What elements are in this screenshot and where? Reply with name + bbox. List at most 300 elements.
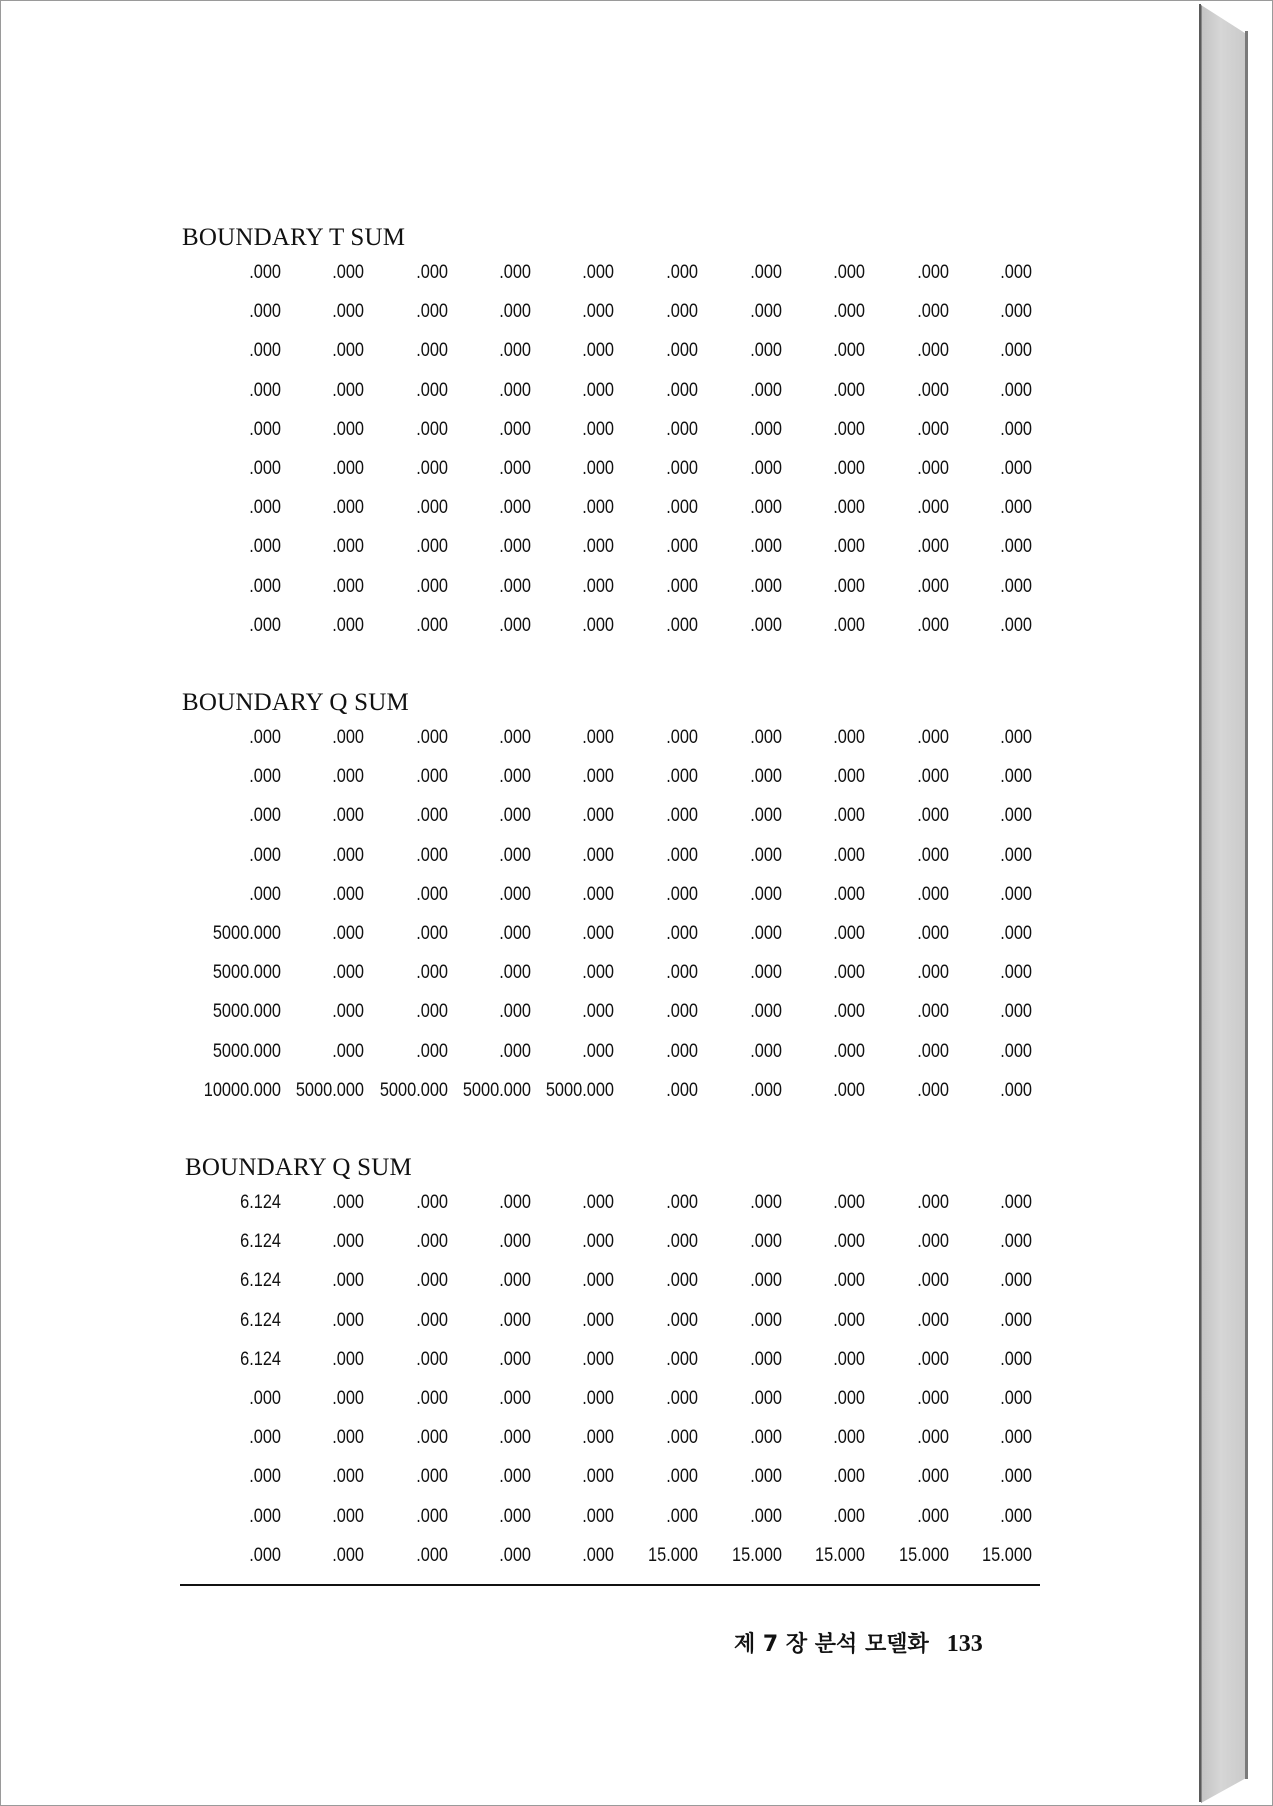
table-cell: .000 bbox=[1000, 1387, 1032, 1409]
table-cell: .000 bbox=[666, 379, 698, 401]
table-cell: .000 bbox=[750, 536, 782, 558]
table-cell: .000 bbox=[582, 766, 614, 788]
table-cell: .000 bbox=[416, 1466, 448, 1488]
table-cell: .000 bbox=[332, 497, 364, 519]
table-cell: .000 bbox=[332, 418, 364, 440]
table-cell: 6.124 bbox=[240, 1270, 281, 1292]
table-cell: .000 bbox=[582, 883, 614, 905]
table-cell: .000 bbox=[833, 1466, 865, 1488]
table-row bbox=[4, 1506, 1199, 1545]
table-cell: .000 bbox=[416, 536, 448, 558]
table-cell: .000 bbox=[666, 1079, 698, 1101]
table-cell: .000 bbox=[1000, 962, 1032, 984]
table-cell: .000 bbox=[416, 614, 448, 636]
table-cell: 6.124 bbox=[240, 1231, 281, 1253]
table-cell: .000 bbox=[1000, 457, 1032, 479]
table-cell: .000 bbox=[249, 727, 281, 748]
table-cell: .000 bbox=[416, 1001, 448, 1023]
table-cell: .000 bbox=[833, 497, 865, 519]
table-cell: 15.000 bbox=[982, 1544, 1032, 1566]
table-cell: .000 bbox=[499, 614, 531, 636]
section-title: BOUNDARY Q SUM bbox=[185, 1154, 412, 1181]
section-title: BOUNDARY T SUM bbox=[182, 224, 406, 251]
table-row bbox=[4, 1001, 1199, 1040]
table-cell: .000 bbox=[750, 301, 782, 323]
table-cell: .000 bbox=[499, 727, 531, 748]
table-cell: .000 bbox=[582, 1231, 614, 1253]
table-cell: .000 bbox=[249, 1505, 281, 1527]
table-row bbox=[4, 805, 1199, 844]
table-cell: .000 bbox=[499, 418, 531, 440]
table-cell: .000 bbox=[332, 844, 364, 866]
table-cell: .000 bbox=[1000, 766, 1032, 788]
table-cell: .000 bbox=[582, 805, 614, 827]
table-cell: .000 bbox=[332, 727, 364, 748]
table-cell: .000 bbox=[499, 962, 531, 984]
table-cell: .000 bbox=[750, 962, 782, 984]
table-cell: .000 bbox=[750, 340, 782, 362]
table-cell: .000 bbox=[582, 418, 614, 440]
table-cell: .000 bbox=[582, 1387, 614, 1409]
table-cell: .000 bbox=[416, 301, 448, 323]
table-cell: .000 bbox=[416, 883, 448, 905]
table-row bbox=[4, 962, 1199, 1001]
table-cell: .000 bbox=[750, 766, 782, 788]
table-cell: .000 bbox=[499, 844, 531, 866]
table-cell: .000 bbox=[833, 1192, 865, 1213]
table-cell: .000 bbox=[666, 301, 698, 323]
table-cell: .000 bbox=[582, 1544, 614, 1566]
table-cell: .000 bbox=[249, 575, 281, 597]
table-row bbox=[4, 340, 1199, 379]
table-row bbox=[4, 923, 1199, 962]
table-cell: 15.000 bbox=[899, 1544, 949, 1566]
table-cell: .000 bbox=[332, 1270, 364, 1292]
table-cell: .000 bbox=[582, 614, 614, 636]
table-cell: .000 bbox=[1000, 1505, 1032, 1527]
table-cell: .000 bbox=[833, 1309, 865, 1331]
table-cell: .000 bbox=[1000, 1001, 1032, 1023]
table-cell: .000 bbox=[249, 844, 281, 866]
table-cell: .000 bbox=[750, 614, 782, 636]
table-cell: .000 bbox=[332, 614, 364, 636]
table-row bbox=[4, 1349, 1199, 1388]
table-cell: .000 bbox=[582, 1040, 614, 1062]
table-cell: .000 bbox=[833, 1427, 865, 1449]
table-cell: .000 bbox=[499, 1505, 531, 1527]
table-cell: .000 bbox=[1000, 1040, 1032, 1062]
table-cell: .000 bbox=[249, 614, 281, 636]
table-cell: .000 bbox=[833, 457, 865, 479]
table-cell: .000 bbox=[833, 379, 865, 401]
table-cell: .000 bbox=[917, 1192, 949, 1213]
table-cell: .000 bbox=[332, 1348, 364, 1370]
table-cell: .000 bbox=[1000, 497, 1032, 519]
table-cell: .000 bbox=[1000, 614, 1032, 636]
table-cell: .000 bbox=[499, 340, 531, 362]
table-cell: .000 bbox=[666, 262, 698, 283]
table-cell: .000 bbox=[249, 883, 281, 905]
table-cell: .000 bbox=[666, 1001, 698, 1023]
table-cell: .000 bbox=[332, 575, 364, 597]
table-cell: 6.124 bbox=[240, 1309, 281, 1331]
table-cell: .000 bbox=[750, 418, 782, 440]
table-cell: .000 bbox=[917, 1309, 949, 1331]
table-cell: .000 bbox=[416, 962, 448, 984]
table-cell: .000 bbox=[582, 962, 614, 984]
table-cell: .000 bbox=[917, 1505, 949, 1527]
table-cell: .000 bbox=[917, 614, 949, 636]
table-cell: .000 bbox=[666, 340, 698, 362]
table-cell: .000 bbox=[582, 727, 614, 748]
table-cell: .000 bbox=[416, 1427, 448, 1449]
table-cell: .000 bbox=[1000, 1231, 1032, 1253]
table-cell: .000 bbox=[499, 497, 531, 519]
table-cell: .000 bbox=[833, 1348, 865, 1370]
table-cell: .000 bbox=[416, 1192, 448, 1213]
table-cell: .000 bbox=[666, 1348, 698, 1370]
table-cell: .000 bbox=[666, 1505, 698, 1527]
table-cell: .000 bbox=[917, 418, 949, 440]
table-cell: .000 bbox=[499, 379, 531, 401]
table-cell: .000 bbox=[833, 1387, 865, 1409]
table-cell: .000 bbox=[582, 1427, 614, 1449]
table-cell: .000 bbox=[917, 727, 949, 748]
book-side-edge bbox=[1201, 5, 1248, 1803]
table-cell: .000 bbox=[416, 1387, 448, 1409]
table-cell: .000 bbox=[833, 766, 865, 788]
table-cell: .000 bbox=[1000, 883, 1032, 905]
table-row bbox=[4, 884, 1199, 923]
table-row bbox=[4, 1192, 1199, 1231]
table-cell: .000 bbox=[750, 1348, 782, 1370]
table-row bbox=[4, 380, 1199, 419]
table-row bbox=[4, 301, 1199, 340]
table-cell: .000 bbox=[332, 1544, 364, 1566]
table-cell: .000 bbox=[1000, 1270, 1032, 1292]
chapter-title: 제 7 장 분석 모델화 bbox=[734, 1632, 929, 1657]
table-cell: .000 bbox=[416, 340, 448, 362]
table-cell: .000 bbox=[833, 262, 865, 283]
table-cell: .000 bbox=[332, 1387, 364, 1409]
table-cell: .000 bbox=[833, 575, 865, 597]
table-cell: .000 bbox=[249, 1544, 281, 1566]
table-row bbox=[4, 1427, 1199, 1466]
table-cell: .000 bbox=[833, 922, 865, 944]
table-cell: .000 bbox=[499, 805, 531, 827]
table-cell: .000 bbox=[666, 575, 698, 597]
table-row bbox=[4, 845, 1199, 884]
table-cell: .000 bbox=[917, 922, 949, 944]
table-cell: .000 bbox=[499, 575, 531, 597]
table-cell: 6.124 bbox=[240, 1348, 281, 1370]
table-cell: .000 bbox=[1000, 1309, 1032, 1331]
table-cell: .000 bbox=[416, 1348, 448, 1370]
table-cell: .000 bbox=[332, 1001, 364, 1023]
table-cell: .000 bbox=[666, 1270, 698, 1292]
table-cell: .000 bbox=[416, 575, 448, 597]
table-cell: .000 bbox=[666, 962, 698, 984]
table-cell: .000 bbox=[666, 766, 698, 788]
table-cell: .000 bbox=[666, 1040, 698, 1062]
table-cell: .000 bbox=[332, 962, 364, 984]
section-title: BOUNDARY Q SUM bbox=[182, 689, 409, 716]
table-cell: .000 bbox=[917, 575, 949, 597]
table-cell: .000 bbox=[917, 1466, 949, 1488]
table-cell: .000 bbox=[249, 379, 281, 401]
table-cell: .000 bbox=[416, 1270, 448, 1292]
table-cell: .000 bbox=[499, 1387, 531, 1409]
table-cell: .000 bbox=[833, 1040, 865, 1062]
table-cell: .000 bbox=[499, 1309, 531, 1331]
table-cell: .000 bbox=[249, 340, 281, 362]
table-cell: .000 bbox=[1000, 379, 1032, 401]
table-cell: .000 bbox=[249, 262, 281, 283]
table-cell: .000 bbox=[416, 766, 448, 788]
table-cell: .000 bbox=[582, 1309, 614, 1331]
table-cell: .000 bbox=[1000, 805, 1032, 827]
table-cell: .000 bbox=[332, 922, 364, 944]
table-cell: .000 bbox=[750, 727, 782, 748]
table-cell: .000 bbox=[499, 262, 531, 283]
table-cell: .000 bbox=[582, 262, 614, 283]
table-cell: .000 bbox=[249, 1427, 281, 1449]
table-cell: .000 bbox=[750, 457, 782, 479]
table-cell: .000 bbox=[917, 497, 949, 519]
table-cell: .000 bbox=[499, 1231, 531, 1253]
table-cell: .000 bbox=[332, 457, 364, 479]
table-cell: .000 bbox=[917, 805, 949, 827]
table-cell: .000 bbox=[499, 301, 531, 323]
table-cell: .000 bbox=[833, 962, 865, 984]
table-cell: .000 bbox=[750, 1192, 782, 1213]
table-row bbox=[4, 1080, 1199, 1119]
table-cell: .000 bbox=[416, 727, 448, 748]
table-row bbox=[4, 766, 1199, 805]
table-cell: .000 bbox=[833, 805, 865, 827]
table-cell: .000 bbox=[416, 457, 448, 479]
table-row bbox=[4, 458, 1199, 497]
table-cell: .000 bbox=[332, 536, 364, 558]
table-cell: .000 bbox=[750, 379, 782, 401]
table-cell: .000 bbox=[833, 883, 865, 905]
table-cell: .000 bbox=[332, 262, 364, 283]
table-cell: 10000.000 bbox=[203, 1079, 281, 1101]
table-cell: .000 bbox=[582, 575, 614, 597]
table-cell: .000 bbox=[249, 766, 281, 788]
table-cell: 5000.000 bbox=[379, 1079, 448, 1101]
table-cell: .000 bbox=[499, 1192, 531, 1213]
table-cell: .000 bbox=[582, 844, 614, 866]
table-cell: .000 bbox=[666, 883, 698, 905]
table-cell: .000 bbox=[582, 1505, 614, 1527]
table-row bbox=[4, 1466, 1199, 1505]
table-cell: .000 bbox=[1000, 1079, 1032, 1101]
table-cell: .000 bbox=[582, 340, 614, 362]
table-cell: .000 bbox=[1000, 575, 1032, 597]
table-cell: 5000.000 bbox=[212, 962, 281, 984]
table-cell: 5000.000 bbox=[462, 1079, 531, 1101]
table-cell: .000 bbox=[499, 1544, 531, 1566]
table-row bbox=[4, 727, 1199, 766]
table-cell: .000 bbox=[582, 379, 614, 401]
table-cell: .000 bbox=[332, 1505, 364, 1527]
table-cell: .000 bbox=[249, 301, 281, 323]
table-cell: .000 bbox=[1000, 922, 1032, 944]
table-cell: .000 bbox=[833, 1079, 865, 1101]
table-cell: .000 bbox=[1000, 418, 1032, 440]
table-cell: .000 bbox=[332, 883, 364, 905]
table-cell: .000 bbox=[750, 262, 782, 283]
table-cell: .000 bbox=[499, 1466, 531, 1488]
table-cell: .000 bbox=[833, 1505, 865, 1527]
table-cell: .000 bbox=[666, 457, 698, 479]
table-cell: .000 bbox=[833, 1231, 865, 1253]
table-cell: .000 bbox=[416, 844, 448, 866]
table-cell: .000 bbox=[249, 1466, 281, 1488]
table-cell: .000 bbox=[833, 614, 865, 636]
table-cell: .000 bbox=[917, 1231, 949, 1253]
table-cell: .000 bbox=[917, 1079, 949, 1101]
table-cell: .000 bbox=[750, 497, 782, 519]
table-cell: .000 bbox=[750, 805, 782, 827]
table-cell: .000 bbox=[750, 1427, 782, 1449]
table-cell: .000 bbox=[499, 457, 531, 479]
table-cell: .000 bbox=[582, 457, 614, 479]
table-cell: .000 bbox=[332, 1231, 364, 1253]
table-row bbox=[4, 1041, 1199, 1080]
table-cell: .000 bbox=[249, 805, 281, 827]
table-cell: .000 bbox=[750, 1387, 782, 1409]
table-row bbox=[4, 1545, 1199, 1584]
document-page bbox=[4, 4, 1201, 1802]
table-cell: .000 bbox=[582, 1001, 614, 1023]
table-cell: .000 bbox=[666, 805, 698, 827]
table-cell: .000 bbox=[1000, 727, 1032, 748]
bottom-rule bbox=[180, 1584, 1040, 1586]
table-cell: .000 bbox=[416, 1544, 448, 1566]
table-cell: .000 bbox=[499, 1427, 531, 1449]
table-cell: .000 bbox=[833, 301, 865, 323]
table-cell: .000 bbox=[332, 1309, 364, 1331]
table-cell: .000 bbox=[1000, 1192, 1032, 1213]
table-cell: .000 bbox=[499, 1001, 531, 1023]
table-cell: .000 bbox=[499, 766, 531, 788]
table-cell: .000 bbox=[332, 1192, 364, 1213]
table-cell: .000 bbox=[582, 922, 614, 944]
table-cell: .000 bbox=[917, 1348, 949, 1370]
table-cell: .000 bbox=[750, 1040, 782, 1062]
table-cell: .000 bbox=[666, 1192, 698, 1213]
table-cell: .000 bbox=[332, 805, 364, 827]
table-cell: .000 bbox=[917, 883, 949, 905]
table-cell: .000 bbox=[750, 1505, 782, 1527]
table-cell: .000 bbox=[833, 418, 865, 440]
table-cell: .000 bbox=[416, 1309, 448, 1331]
table-cell: .000 bbox=[332, 766, 364, 788]
table-cell: .000 bbox=[666, 844, 698, 866]
table-cell: .000 bbox=[499, 922, 531, 944]
table-cell: .000 bbox=[917, 1001, 949, 1023]
table-cell: .000 bbox=[750, 1231, 782, 1253]
table-cell: .000 bbox=[917, 536, 949, 558]
table-cell: .000 bbox=[499, 1040, 531, 1062]
table-cell: .000 bbox=[249, 1387, 281, 1409]
table-cell: .000 bbox=[582, 1466, 614, 1488]
table-cell: .000 bbox=[416, 1505, 448, 1527]
table-cell: .000 bbox=[666, 418, 698, 440]
table-cell: .000 bbox=[666, 727, 698, 748]
table-cell: .000 bbox=[332, 379, 364, 401]
table-cell: .000 bbox=[1000, 1427, 1032, 1449]
table-cell: .000 bbox=[582, 536, 614, 558]
table-cell: .000 bbox=[416, 262, 448, 283]
table-cell: .000 bbox=[249, 457, 281, 479]
table-cell: .000 bbox=[499, 536, 531, 558]
table-cell: .000 bbox=[1000, 1348, 1032, 1370]
table-row bbox=[4, 1388, 1199, 1427]
table-cell: .000 bbox=[1000, 340, 1032, 362]
table-cell: .000 bbox=[750, 1270, 782, 1292]
table-cell: .000 bbox=[499, 1270, 531, 1292]
table-cell: .000 bbox=[416, 379, 448, 401]
table-row bbox=[4, 419, 1199, 458]
table-cell: .000 bbox=[833, 1270, 865, 1292]
table-cell: .000 bbox=[1000, 844, 1032, 866]
table-cell: .000 bbox=[416, 805, 448, 827]
table-cell: .000 bbox=[1000, 1466, 1032, 1488]
table-cell: .000 bbox=[416, 418, 448, 440]
value-table bbox=[4, 1192, 1199, 1584]
table-cell: 15.000 bbox=[648, 1544, 698, 1566]
table-cell: .000 bbox=[917, 1427, 949, 1449]
table-cell: .000 bbox=[833, 536, 865, 558]
table-cell: .000 bbox=[833, 340, 865, 362]
table-cell: .000 bbox=[332, 1427, 364, 1449]
table-cell: .000 bbox=[582, 1348, 614, 1370]
table-row bbox=[4, 615, 1199, 654]
table-row bbox=[4, 1270, 1199, 1309]
table-cell: .000 bbox=[249, 536, 281, 558]
table-cell: .000 bbox=[666, 497, 698, 519]
table-cell: .000 bbox=[332, 340, 364, 362]
table-row bbox=[4, 1231, 1199, 1270]
page-number: 133 bbox=[946, 1631, 983, 1657]
table-cell: 5000.000 bbox=[545, 1079, 614, 1101]
table-row bbox=[4, 262, 1199, 301]
table-cell: .000 bbox=[249, 418, 281, 440]
table-cell: .000 bbox=[750, 1309, 782, 1331]
table-cell: .000 bbox=[582, 497, 614, 519]
table-cell: .000 bbox=[416, 1231, 448, 1253]
table-cell: .000 bbox=[750, 922, 782, 944]
table-cell: .000 bbox=[582, 301, 614, 323]
table-cell: .000 bbox=[416, 922, 448, 944]
value-table bbox=[4, 262, 1199, 654]
table-cell: 5000.000 bbox=[212, 922, 281, 944]
table-cell: .000 bbox=[833, 844, 865, 866]
table-row bbox=[4, 497, 1199, 536]
table-cell: 6.124 bbox=[240, 1192, 281, 1213]
table-cell: .000 bbox=[666, 1427, 698, 1449]
table-cell: .000 bbox=[917, 1040, 949, 1062]
table-cell: 5000.000 bbox=[212, 1001, 281, 1023]
table-cell: .000 bbox=[666, 922, 698, 944]
table-cell: .000 bbox=[833, 727, 865, 748]
table-row bbox=[4, 536, 1199, 575]
table-cell: .000 bbox=[332, 1040, 364, 1062]
table-cell: .000 bbox=[1000, 262, 1032, 283]
